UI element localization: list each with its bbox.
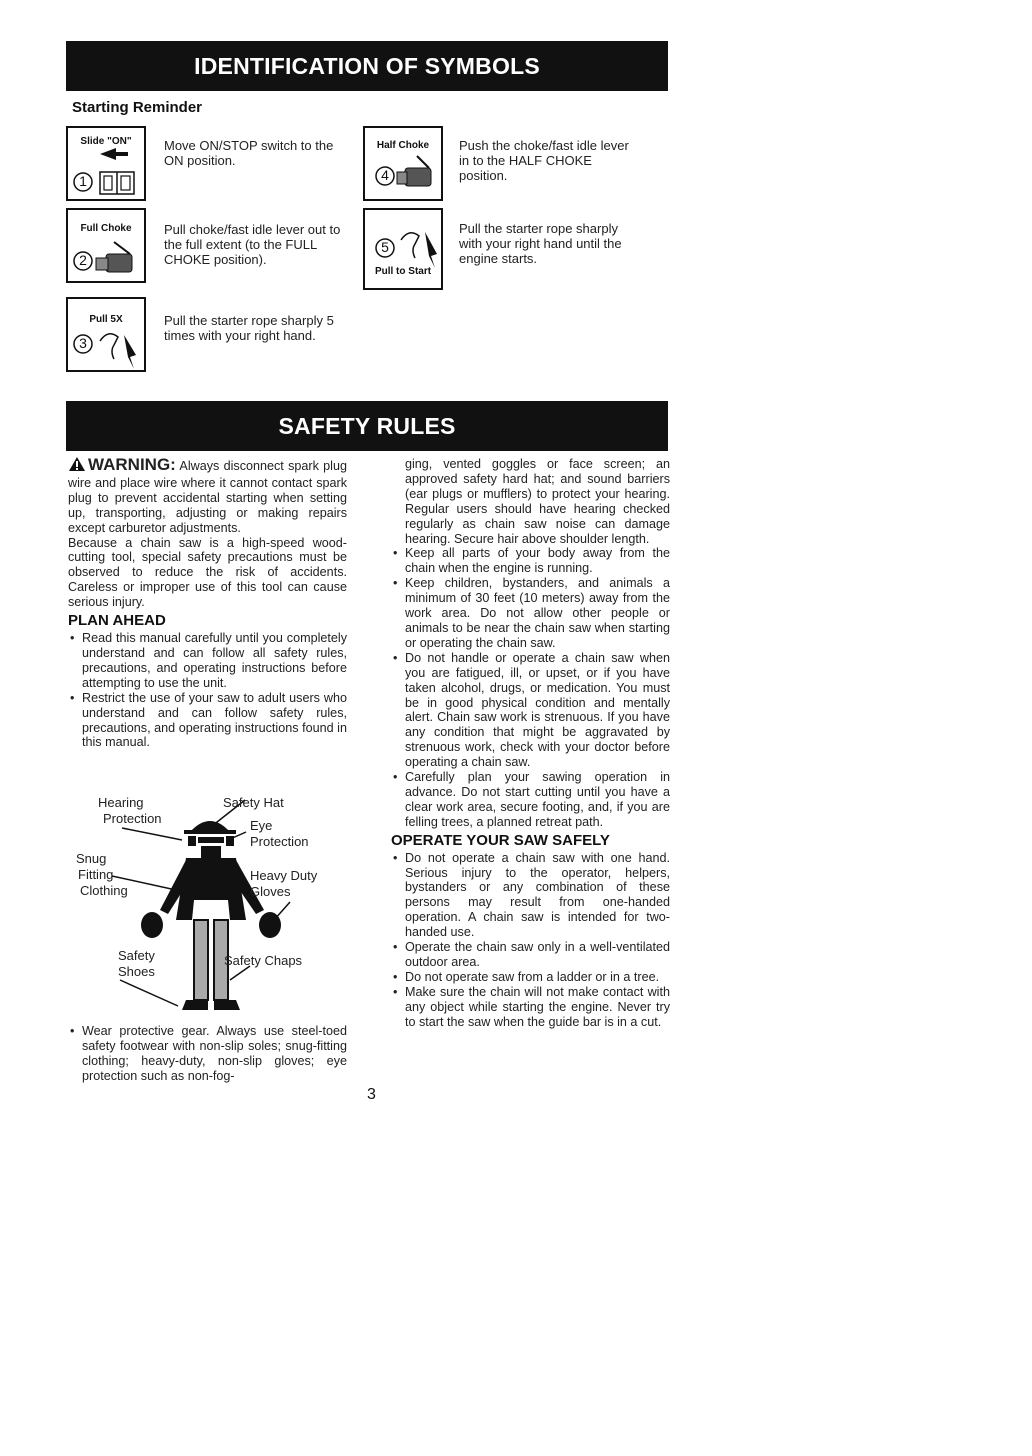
intro-paragraph: Because a chain saw is a high-speed wood-cutting tool, special safety precautions must be observed to reduce the risk of accidents. Careless or improper use of this tool can cause serious injury. [68, 535, 347, 610]
symbol-number-2: 2 [79, 252, 87, 268]
label-safety-hat: Safety Hat [223, 795, 284, 810]
symbol-label-4: Half Choke [376, 140, 430, 151]
identification-banner: IDENTIFICATION OF SYMBOLS [66, 41, 668, 91]
symbol-label-2: Full Choke [80, 223, 132, 234]
symbol-text-4: Push the choke/fast idle lever in to the HALF CHOKE position. [459, 138, 629, 183]
list-item: • Make sure the chain will not make contact with any object while starting the engine. Never try to start the saw when the guide bar is in a cut. [393, 984, 670, 1029]
label-safety-chaps: Safety Chaps [224, 953, 303, 968]
left-column [68, 456, 347, 750]
list-item: • Keep children, bystanders, and animals a minimum of 30 feet (10 meters) away from the work area. Do not allow other people or animals to be near the chain saw when starting or operating the chain saw. [393, 576, 670, 650]
list-item: • Read this manual carefully until you completely understand and can follow all safety rules, precautions, and operating instructions before attempting to use the unit. [70, 631, 347, 690]
list-item: • Keep all parts of your body away from the chain when the engine is running. [393, 546, 670, 576]
list-item: • Do not operate a chain saw with one hand. Serious injury to the operator, helpers, bystanders or any combination of these persons may result from one-handed operation. A chain saw is intended for two-handed use. [393, 850, 670, 940]
full-choke-icon [68, 210, 146, 283]
switch-icon [68, 128, 146, 201]
symbol-label-5: Pull to Start [374, 266, 432, 277]
label-hearing-protection: Protection [103, 811, 162, 826]
symbol-text-3: Pull the starter rope sharply 5 times with your right hand. [164, 313, 334, 343]
label-safety: Safety [118, 948, 155, 963]
symbol-box-3 [66, 297, 146, 372]
gear-bullet-block [68, 1024, 347, 1084]
symbol-label-1: Slide "ON" [80, 136, 132, 147]
label-heavy-duty: Heavy Duty [250, 868, 318, 883]
starting-reminder-title: Starting Reminder [72, 99, 203, 116]
list-item: • Restrict the use of your saw to adult users who understand and can follow safety rules, precautions, and operating instructions found in this manual. [70, 690, 347, 750]
right-column [391, 457, 670, 1030]
label-shoes: Shoes [118, 964, 155, 979]
warning-heading: WARNING: [88, 455, 176, 474]
label-eye-protection: Protection [250, 834, 309, 849]
symbol-text-1: Move ON/STOP switch to the ON position. [164, 138, 334, 168]
label-gloves: Gloves [250, 884, 291, 899]
operate-safely-heading: OPERATE YOUR SAW SAFELY [391, 831, 610, 849]
symbol-label-3: Pull 5X [89, 314, 123, 325]
label-clothing: Clothing [80, 883, 128, 898]
symbol-box-1 [66, 126, 146, 201]
symbol-number-1: 1 [79, 173, 87, 189]
warning-text: Always disconnect spark plug wire and place wire where it cannot contact spark plug to prevent accidental starting when setting up, transporting, adjusting or making repairs except carburetor adjustments. [68, 459, 347, 535]
warning-triangle-icon [68, 456, 86, 476]
half-choke-icon [365, 128, 443, 201]
continuation-paragraph: ging, vented goggles or face screen; an approved safety hard hat; and sound barriers (ear plugs or mufflers) to protect your hearing. Regular users should have hearing checked regularly as chain saw noise can damage hearing. Secure hair above shoulder length. [405, 457, 670, 546]
symbol-text-2: Pull choke/fast idle lever out to the full extent (to the FULL CHOKE position). [164, 222, 341, 267]
symbol-box-4 [363, 126, 443, 201]
list-item: • Carefully plan your sawing operation in advance. Do not start cutting until you have a clear work area, secure footing, and, if you are felling trees, a planned retreat path. [393, 770, 670, 829]
symbol-number-4: 4 [381, 167, 389, 183]
label-fitting: Fitting [78, 867, 114, 882]
plan-ahead-heading: PLAN AHEAD [68, 612, 166, 630]
label-hearing: Hearing [98, 795, 144, 810]
symbol-box-2 [66, 208, 146, 283]
list-item: • Do not operate saw from a ladder or in a tree. [393, 969, 660, 984]
list-item: • Do not handle or operate a chain saw when you are fatigued, ill, or upset, or if you have taken alcohol, drugs, or medication. You must be in good physical condition and mentally alert. Chain saw work is strenuous. If you have any condition that might be aggravated by strenuous work, check with your doctor before operating a chain saw. [393, 650, 670, 770]
warning-paragraph [68, 456, 347, 536]
list-item: • Operate the chain saw only in a well-ventilated outdoor area. [393, 940, 670, 969]
symbol-number-3: 3 [79, 335, 87, 351]
list-item: • Wear protective gear. Always use steel-toed safety footwear with non-slip soles; snug-fitting clothing; heavy-duty, non-slip gloves; eye protection such as non-fog- [70, 1024, 347, 1083]
safety-rules-banner: SAFETY RULES [66, 401, 668, 451]
page-number: 3 [367, 1086, 376, 1103]
label-eye: Eye [250, 818, 273, 833]
symbol-text-5: Pull the starter rope sharply with your right hand until the engine starts. [459, 221, 622, 266]
symbol-number-5: 5 [381, 239, 389, 255]
symbol-box-5 [363, 208, 443, 290]
label-snug: Snug [76, 851, 107, 866]
